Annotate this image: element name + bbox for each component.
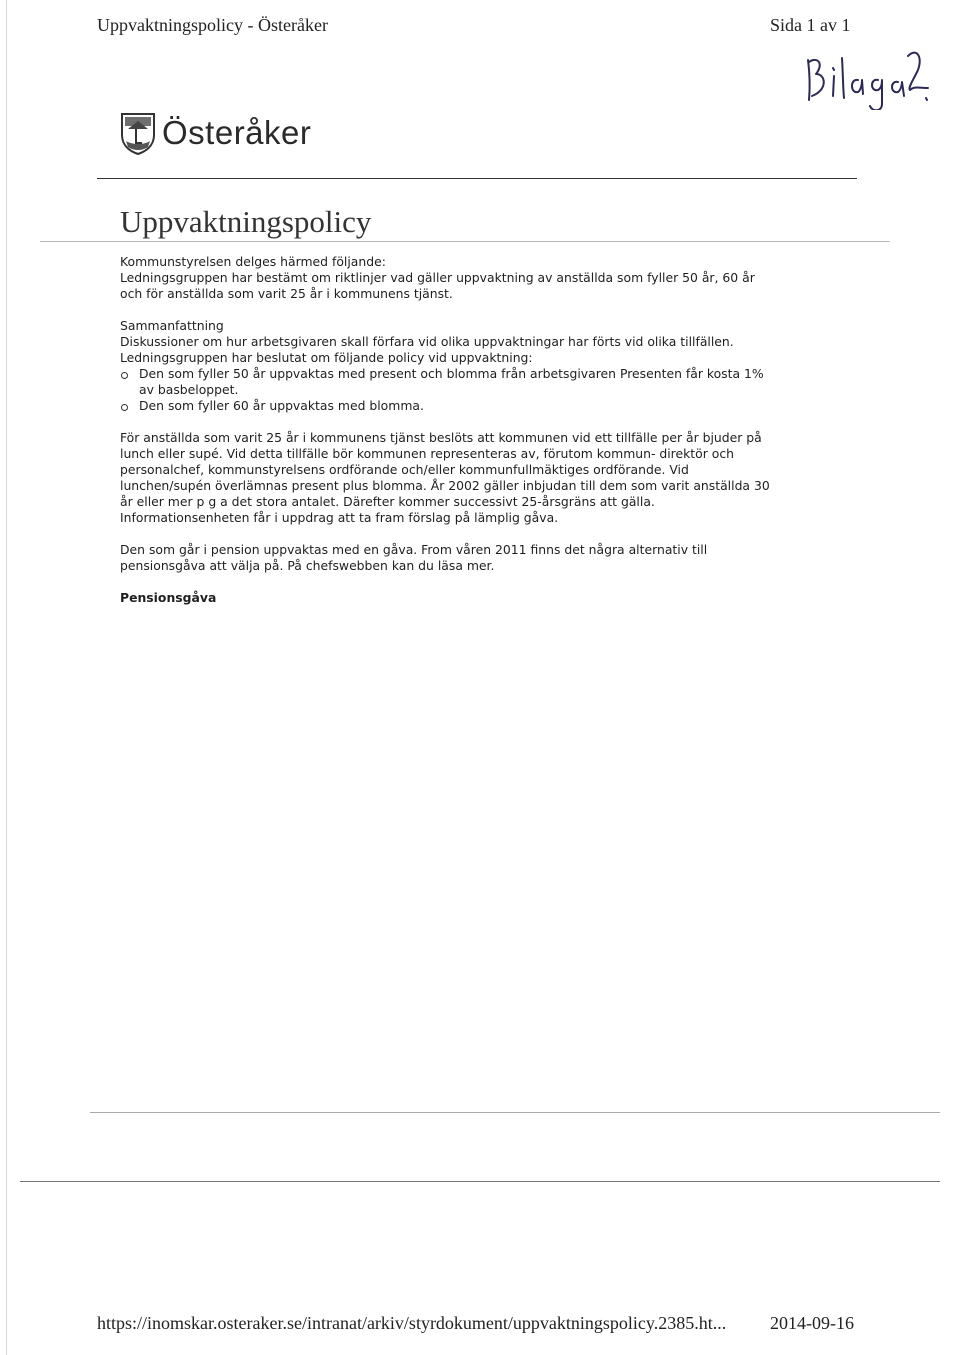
intro-line: Kommunstyrelsen delges härmed följande: [120, 254, 386, 269]
anniversary-line: personalchef, kommunstyrelsens ordförande och/eller kommunfullmäktiges ordförande. Vid [120, 462, 689, 477]
logo-wordmark: Österåker [162, 114, 312, 151]
osteraker-logo [120, 108, 311, 158]
document-title: Uppvaktningspolicy [120, 204, 372, 239]
intro-line: Ledningsgruppen har bestämt om riktlinjer vad gäller uppvaktning av anställda som fyller 50 år, 60 år [120, 270, 755, 285]
print-footer-date: 2014-09-16 [770, 1313, 854, 1333]
summary-line: Ledningsgruppen har beslutat om följande policy vid uppvaktning: [120, 350, 533, 365]
footer-divider-upper [90, 1112, 940, 1113]
pension-line: pensionsgåva att välja på. På chefswebben kan du läsa mer. [120, 558, 495, 573]
summary-line: Diskussioner om hur arbetsgivaren skall förfara vid olika uppvaktningar har förts vid olika tillfällen. [120, 334, 734, 349]
scan-edge-line [6, 0, 7, 1355]
anniversary-line: För anställda som varit 25 år i kommunens tjänst beslöts att kommunen vid ett tillfälle per år bjuder på [120, 430, 762, 445]
print-header-title: Uppvaktningspolicy - Österåker [97, 15, 328, 35]
logo-divider [97, 178, 857, 179]
municipal-crest-icon [120, 111, 156, 155]
print-footer-url: https://inomskar.osteraker.se/intranat/arkiv/styrdokument/uppvaktningspolicy.2385.ht... [97, 1313, 727, 1333]
anniversary-line: år eller mer p g a det stora antalet. Därefter kommer successivt 25-årsgräns att gälla. [120, 494, 655, 509]
bullet-text-continued: av basbeloppet. [139, 382, 239, 397]
anniversary-line: Informationsenheten får i uppdrag att ta fram förslag på lämplig gåva. [120, 510, 559, 525]
summary-heading: Sammanfattning [120, 318, 224, 333]
footer-divider-lower [20, 1181, 940, 1182]
document-body [120, 254, 820, 606]
print-header-page-number: Sida 1 av 1 [770, 15, 851, 35]
bullet-text: Den som fyller 60 år uppvaktas med blomma. [139, 398, 424, 413]
policy-bullet-list [120, 366, 820, 414]
pension-line: Den som går i pension uppvaktas med en gåva. From våren 2011 finns det några alternativ till [120, 542, 708, 557]
title-underline [40, 241, 890, 242]
anniversary-line: lunch eller supé. Vid detta tillfälle bör kommunen representeras av, förutom kommun- direktör och [120, 446, 735, 461]
bullet-icon [121, 404, 128, 411]
anniversary-line: lunchen/supén överlämnas present plus blomma. År 2002 gäller inbjudan till dem som varit anställda 30 [120, 478, 770, 493]
policy-bullet [120, 366, 820, 398]
bullet-icon [121, 372, 128, 379]
pension-gift-heading: Pensionsgåva [120, 590, 217, 605]
handwritten-annotation [800, 40, 930, 110]
intro-line: och för anställda som varit 25 år i kommunens tjänst. [120, 286, 453, 301]
bullet-text: Den som fyller 50 år uppvaktas med present och blomma från arbetsgivaren Presenten får kosta 1% [139, 366, 764, 381]
policy-bullet [120, 398, 820, 414]
